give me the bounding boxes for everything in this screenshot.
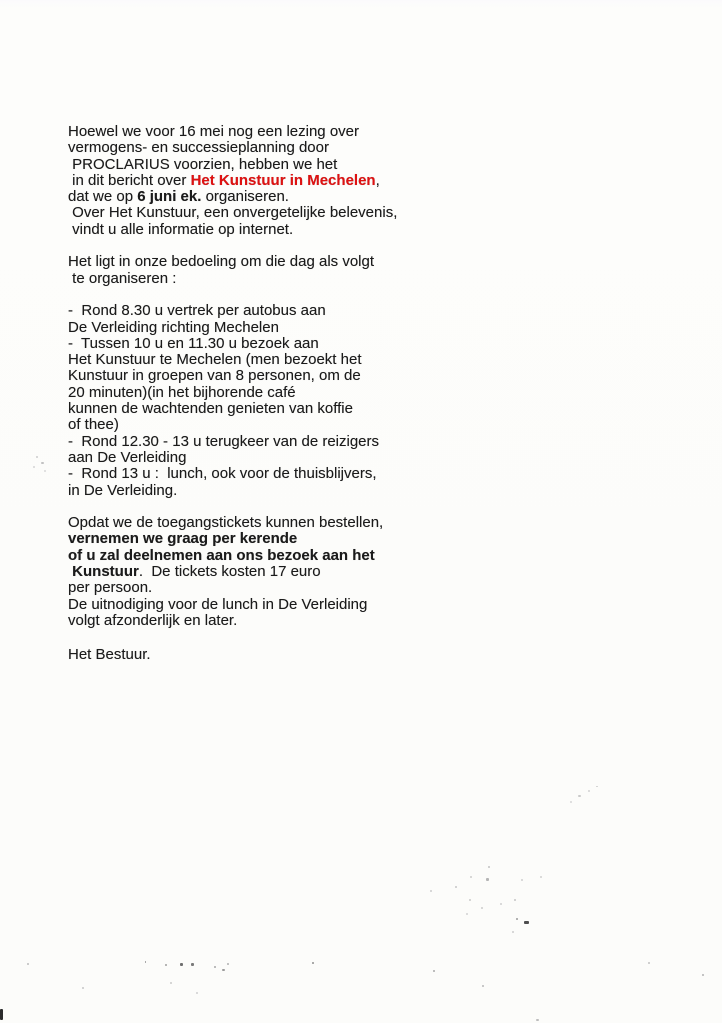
body-text: De Verleiding richting Mechelen: [68, 318, 279, 336]
scan-speckle: [512, 931, 514, 933]
text-line: [68, 450, 488, 466]
text-line: [68, 303, 488, 319]
scan-speckle: [596, 786, 598, 787]
body-text: Het Bestuur.: [68, 646, 151, 664]
text-line: [68, 597, 488, 613]
text-line: [68, 271, 488, 287]
text-line: [68, 548, 488, 564]
scan-speckle: [500, 903, 502, 905]
body-text: Hoewel we voor 16 mei nog een lezing over: [68, 123, 359, 140]
text-line: [68, 613, 488, 629]
body-text: of thee): [68, 416, 119, 434]
scan-speckle: [44, 470, 46, 472]
bold-text: 6 juni ek.: [137, 188, 202, 206]
body-text: aan De Verleiding: [68, 448, 187, 466]
text-line: [68, 222, 488, 238]
scan-speckle: [433, 970, 435, 972]
scan-speckle: [578, 795, 581, 797]
body-text: organiseren.: [201, 188, 289, 206]
scan-speckle: [514, 899, 516, 901]
scan-speckle: [227, 963, 229, 965]
text-line: [68, 385, 488, 401]
scan-speckle: [486, 878, 489, 881]
scan-speckle: [466, 913, 468, 915]
scan-speckle: [145, 961, 146, 963]
body-text: . De tickets kosten 17 euro: [138, 563, 321, 581]
text-line: [68, 320, 488, 336]
scan-speckle: [196, 992, 198, 994]
body-text: - Rond 8.30 u vertrek per autobus aan: [68, 302, 326, 320]
scan-speckle: [521, 879, 523, 881]
body-text: vermogens- en successieplanning door: [68, 139, 329, 157]
text-line: [68, 466, 488, 482]
scan-speckle: [481, 907, 483, 909]
text-line: [68, 647, 488, 663]
scan-speckle: [165, 964, 167, 966]
scan-speckle: [488, 866, 490, 868]
body-text: kunnen de wachtenden genieten van koffie: [68, 400, 353, 418]
text-line: [68, 124, 488, 140]
scan-speckle: [214, 966, 216, 968]
text-line: [68, 483, 488, 499]
paragraph-plan-intro: [68, 254, 488, 287]
scan-speckle: [524, 921, 529, 924]
scan-speckle: [27, 963, 29, 965]
text-line: [68, 336, 488, 352]
letter-body: [68, 124, 488, 664]
scan-speckle: [170, 982, 172, 984]
scan-speckle: [469, 899, 471, 901]
scan-speckle: [36, 456, 38, 458]
text-line: [68, 434, 488, 450]
body-text: in dit bericht over: [68, 171, 191, 189]
body-text: - Rond 13 u : lunch, ook voor de thuisblijvers,: [68, 465, 377, 483]
text-line: [68, 254, 488, 270]
paragraph-tickets: [68, 515, 488, 629]
scan-speckle: [540, 876, 542, 878]
text-line: [68, 531, 488, 547]
body-text: ,: [375, 171, 380, 189]
text-line: [68, 515, 488, 531]
paragraph-schedule: [68, 303, 488, 499]
scan-speckle: [180, 963, 183, 966]
scan-speckle: [222, 969, 225, 971]
scan-speckle: [516, 918, 518, 920]
bold-text: of u zal deelnemen aan ons bezoek aan het: [68, 546, 375, 564]
scan-speckle: [41, 462, 44, 464]
paragraph-intro: [68, 124, 488, 238]
body-text: Over Het Kunstuur, een onvergetelijke belevenis,: [68, 204, 398, 222]
body-text: Het Kunstuur te Mechelen (men bezoekt het: [68, 351, 362, 369]
scan-speckle: [82, 987, 84, 989]
text-line: [68, 157, 488, 173]
body-text: dat we op: [68, 188, 138, 206]
body-text: De uitnodiging voor de lunch in De Verleiding: [68, 595, 368, 613]
scan-speckle: [702, 974, 704, 976]
text-line: [68, 352, 488, 368]
scan-speckle: [482, 985, 484, 987]
scan-speckle: [536, 1019, 539, 1021]
body-text: Het ligt in onze bedoeling om die dag als volgt: [68, 253, 375, 271]
body-text: volgt afzonderlijk en later.: [68, 611, 238, 629]
body-text: PROCLARIUS voorzien, hebben we het: [68, 155, 338, 173]
text-line: [68, 173, 488, 189]
scan-speckle: [470, 876, 472, 878]
body-text: - Tussen 10 u en 11.30 u bezoek aan: [68, 334, 319, 352]
body-text: per persoon.: [68, 579, 153, 597]
text-line: [68, 189, 488, 205]
scan-speckle: [455, 886, 457, 888]
text-line: [68, 368, 488, 384]
paragraph-closing: [68, 647, 488, 663]
scan-speckle: [191, 963, 194, 966]
body-text: 20 minuten)(in het bijhorende café: [68, 383, 296, 401]
body-text: Opdat we de toegangstickets kunnen bestellen,: [68, 514, 384, 532]
body-text: te organiseren :: [68, 269, 177, 287]
text-line: [68, 140, 488, 156]
scan-speckle: [33, 466, 35, 468]
scan-speckle: [430, 890, 432, 892]
bold-text: vernemen we graag per kerende: [68, 530, 298, 548]
text-line: [68, 417, 488, 433]
text-line: [68, 205, 488, 221]
text-line: [68, 401, 488, 417]
body-text: Kunstuur in groepen van 8 personen, om de: [68, 367, 361, 385]
body-text: in De Verleiding.: [68, 481, 178, 499]
body-text: - Rond 12.30 - 13 u terugkeer van de reizigers: [68, 432, 380, 450]
scan-speckle: [570, 801, 572, 803]
text-line: [68, 564, 488, 580]
text-line: [68, 580, 488, 596]
scan-speckle: [0, 1009, 3, 1020]
scan-speckle: [312, 962, 314, 964]
highlight-red-text: Het Kunstuur in Mechelen: [190, 171, 376, 189]
bold-text: Kunstuur: [72, 563, 139, 581]
scan-speckle: [648, 962, 650, 964]
body-text: vindt u alle informatie op internet.: [68, 220, 294, 238]
scan-speckle: [588, 790, 590, 792]
